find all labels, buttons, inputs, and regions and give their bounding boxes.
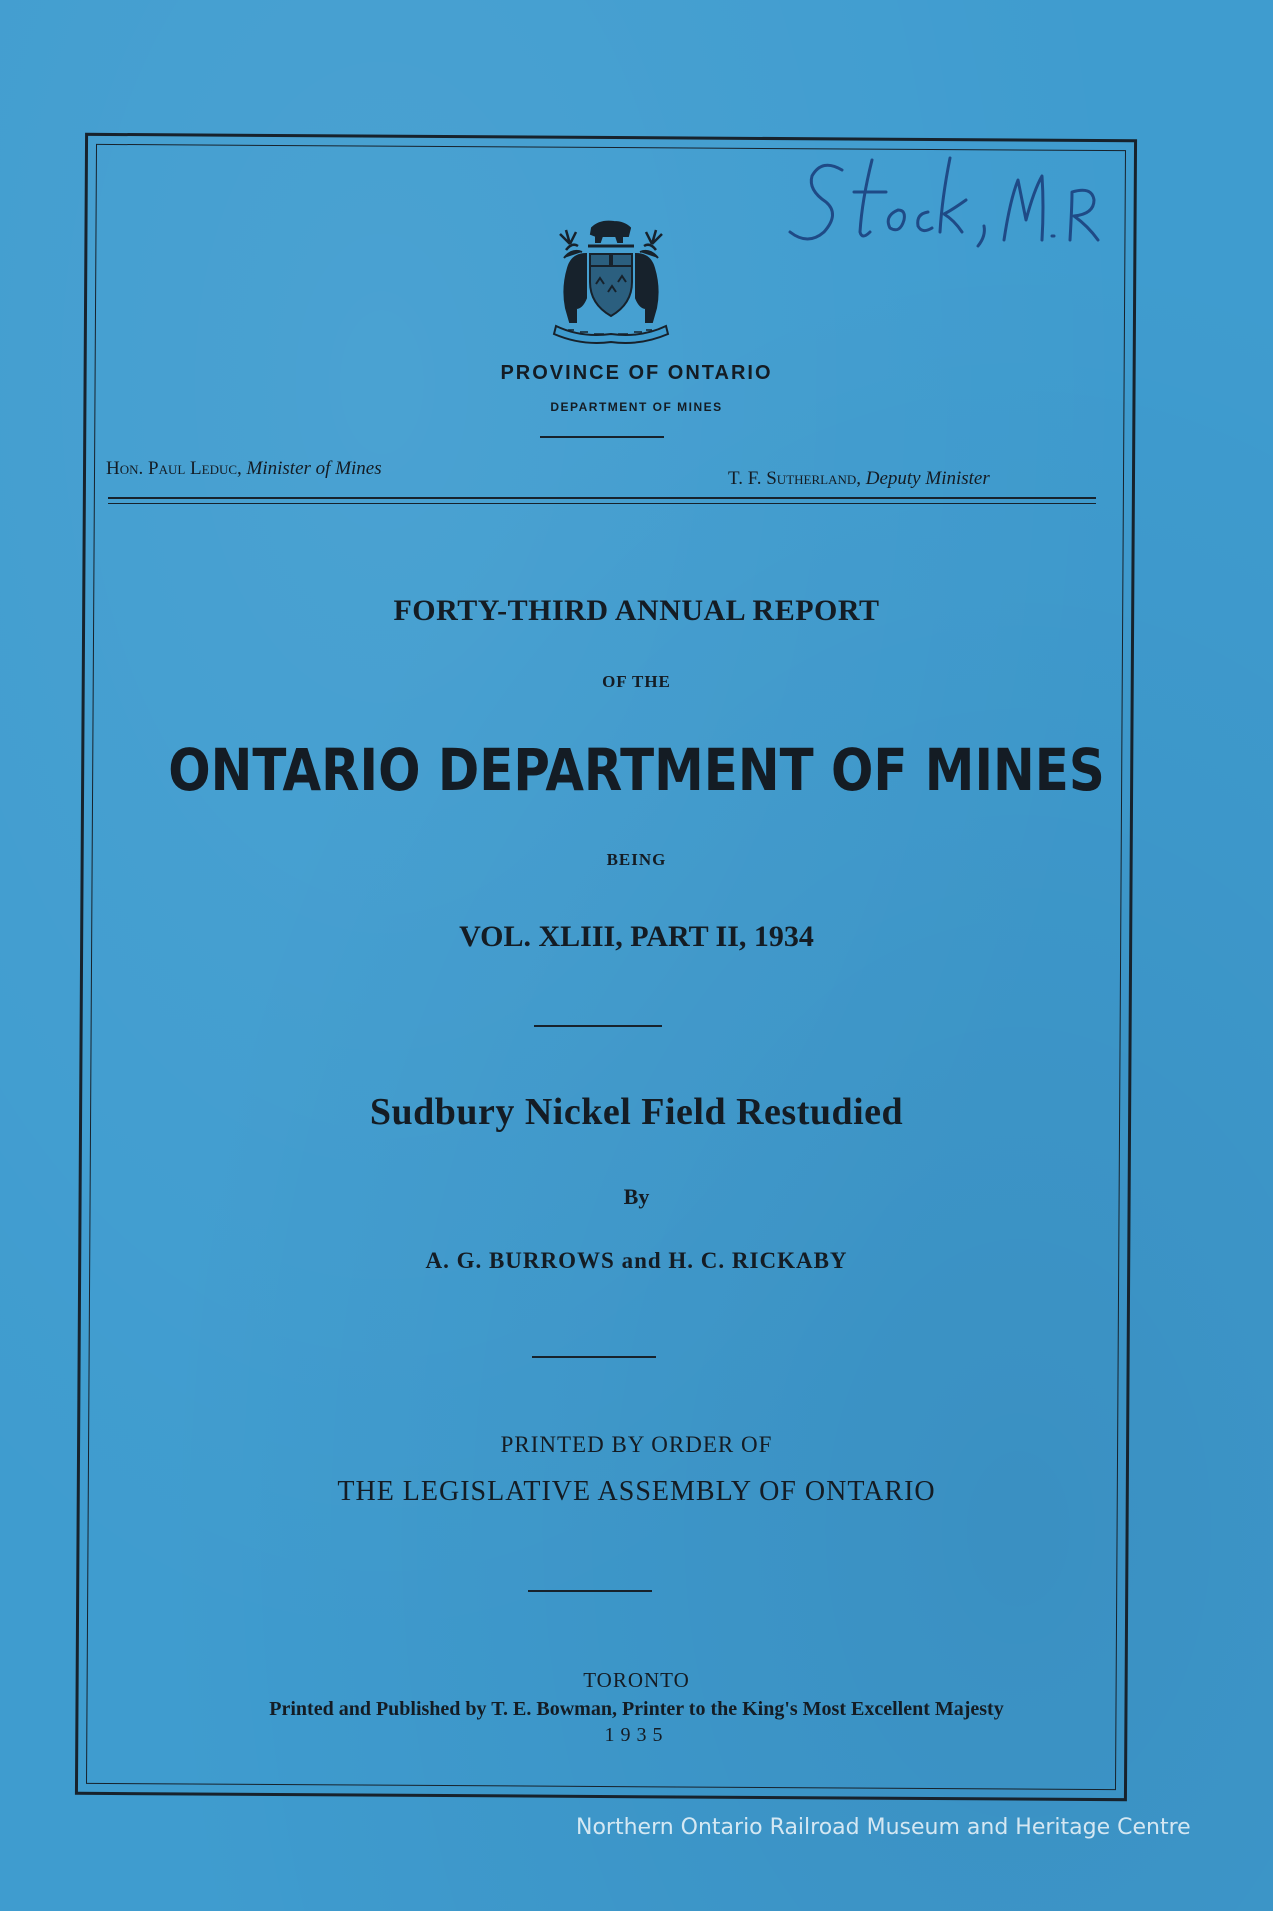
divider-header bbox=[540, 436, 664, 438]
minister-title: Minister of Mines bbox=[246, 458, 382, 479]
main-title: ONTARIO DEPARTMENT OF MINES bbox=[168, 736, 1105, 804]
divider-order bbox=[528, 1590, 652, 1592]
printed-by-order: PRINTED BY ORDER OF bbox=[500, 1432, 773, 1457]
imprint-year: 1935 bbox=[604, 1724, 669, 1746]
being-label: BEING bbox=[606, 850, 667, 869]
imprint-publisher: Printed and Published by T. E. Bowman, Printer to the King's Most Excellent Majesty bbox=[269, 1698, 1004, 1720]
divider-volume bbox=[534, 1025, 662, 1027]
watermark-credit: Northern Ontario Railroad Museum and Heritage Centre bbox=[576, 1815, 1191, 1840]
of-the-label: OF THE bbox=[602, 672, 671, 691]
page-border-inner bbox=[86, 144, 1126, 1790]
minister-name: Hon. Paul Leduc, bbox=[106, 458, 242, 479]
department-subheading: DEPARTMENT OF MINES bbox=[550, 400, 723, 414]
double-rule-bottom bbox=[108, 503, 1096, 504]
legislative-assembly: THE LEGISLATIVE ASSEMBLY OF ONTARIO bbox=[337, 1476, 936, 1507]
report-subject-title: Sudbury Nickel Field Restudied bbox=[369, 1091, 904, 1133]
ontario-coat-of-arms-icon bbox=[536, 214, 686, 344]
deputy-title: Deputy Minister bbox=[865, 468, 990, 489]
volume-info: VOL. XLIII, PART II, 1934 bbox=[459, 920, 814, 953]
province-heading: PROVINCE OF ONTARIO bbox=[500, 362, 773, 384]
by-label: By bbox=[623, 1184, 650, 1209]
deputy-credit bbox=[728, 468, 990, 490]
divider-authors bbox=[532, 1356, 656, 1358]
deputy-name: T. F. Sutherland, bbox=[728, 468, 861, 489]
imprint-city: TORONTO bbox=[583, 1668, 690, 1692]
double-rule-top bbox=[108, 497, 1096, 499]
authors: A. G. BURROWS and H. C. RICKABY bbox=[425, 1248, 848, 1273]
report-number: FORTY-THIRD ANNUAL REPORT bbox=[393, 594, 880, 627]
minister-credit bbox=[106, 458, 382, 480]
handwritten-signature bbox=[752, 140, 1112, 290]
